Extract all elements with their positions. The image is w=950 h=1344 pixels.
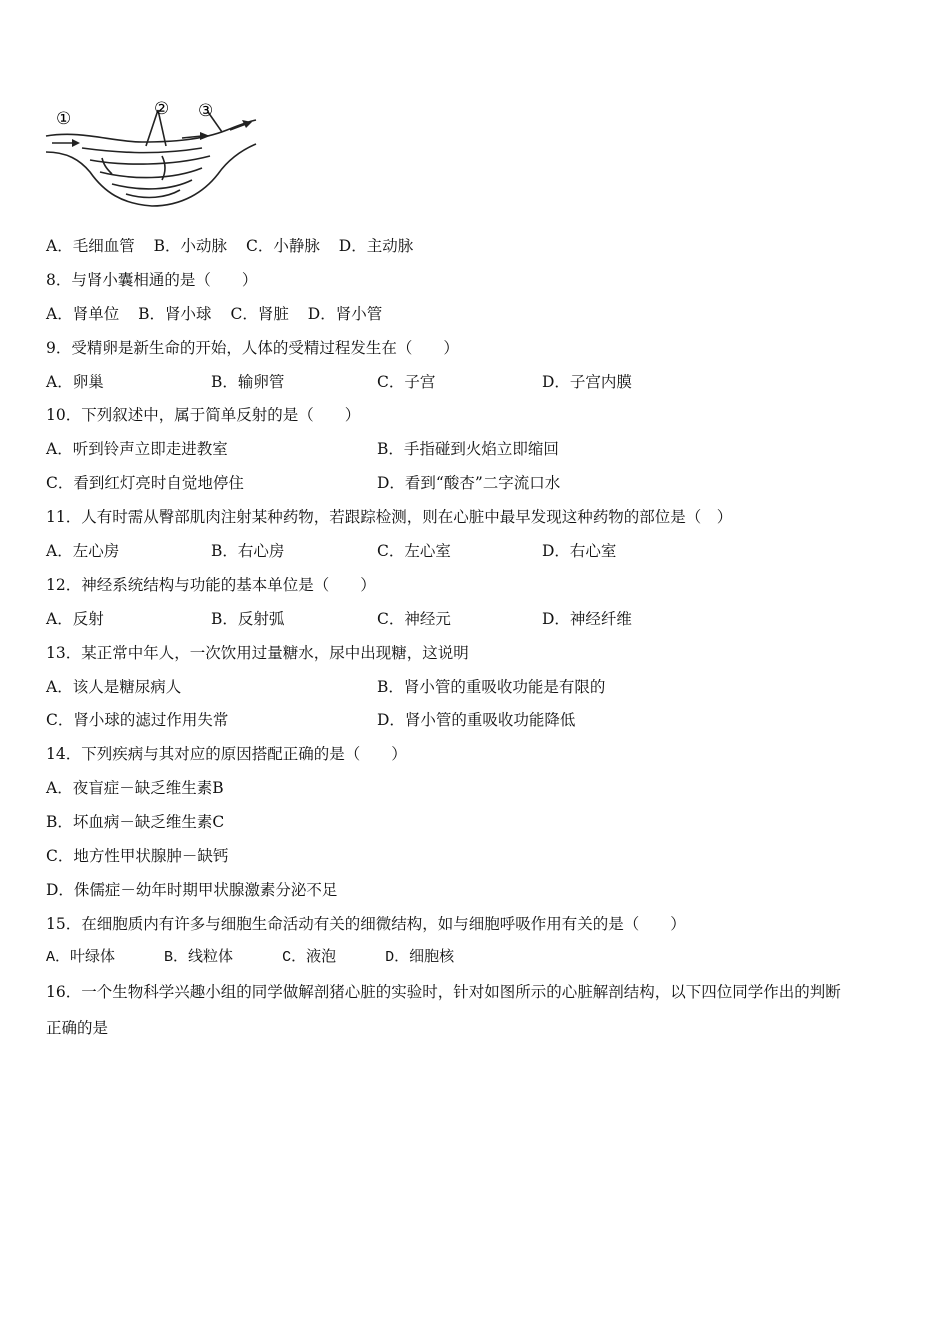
q11-option-c: C．左心室 (377, 542, 451, 560)
q13-option-a: A．该人是糖尿病人 (46, 678, 182, 696)
q7-option-d: D．主动脉 (338, 237, 414, 255)
q9-options (46, 372, 906, 392)
figure-label-2: ② (154, 100, 170, 119)
q15-option-b: B．线粒体 (164, 949, 234, 966)
q10-stem: 10．下列叙述中，属于简单反射的是（ ） (46, 406, 361, 424)
q7-option-b: B．小动脉 (153, 237, 228, 255)
q13-stem: 13．某正常中年人，一次饮用过量糖水，尿中出现糖，这说明 (46, 644, 469, 662)
q14-option-b: B．坏血病－缺乏维生素C (46, 813, 225, 831)
q9-option-d: D．子宫内膜 (542, 373, 632, 391)
q12-stem: 12．神经系统结构与功能的基本单位是（ ） (46, 576, 376, 594)
q8-options (46, 304, 382, 324)
q9-option-a: A．卵巢 (46, 373, 104, 391)
q12-option-d: D．神经纤维 (542, 610, 632, 628)
q7-options (46, 236, 413, 256)
q10-options-row2 (46, 473, 906, 493)
q11-option-b: B．右心房 (211, 542, 285, 560)
q12-option-a: A．反射 (46, 610, 104, 628)
q14-option-a: A．夜盲症－缺乏维生素B (46, 779, 224, 797)
q8-option-c: C．肾脏 (230, 305, 289, 323)
q10-option-c: C．看到红灯亮时自觉地停住 (46, 474, 244, 492)
q7-option-a: A．毛细血管 (46, 237, 135, 255)
q12-option-b: B．反射弧 (211, 610, 285, 628)
q16-stem-line1: 16．一个生物科学兴趣小组的同学做解剖猪心脏的实验时，针对如图所示的心脏解剖结构，以下四位同学作出的判断 (46, 983, 841, 1001)
q10-option-a: A．听到铃声立即走进教室 (46, 440, 228, 458)
q11-stem: 11．人有时需从臀部肌肉注射某种药物，若跟踪检测，则在心脏中最早发现这种药物的部位是（ ） (46, 508, 733, 526)
q15-option-c: C．液泡 (282, 949, 337, 966)
q13-option-c: C．肾小球的滤过作用失常 (46, 711, 229, 729)
capillary-network-figure (42, 100, 262, 220)
q14-option-d: D．侏儒症－幼年时期甲状腺激素分泌不足 (46, 881, 338, 899)
q15-option-a: A．叶绿体 (46, 949, 116, 966)
q12-options (46, 609, 906, 629)
q8-stem: 8．与肾小囊相通的是（ ） (46, 271, 258, 289)
q8-option-a: A．肾单位 (46, 305, 120, 323)
q11-options (46, 541, 906, 561)
q13-options-row1 (46, 677, 906, 697)
q13-options-row2 (46, 710, 906, 730)
q13-option-d: D．肾小管的重吸收功能降低 (377, 711, 576, 729)
q10-option-d: D．看到“酸杏”二字流口水 (377, 474, 561, 492)
q10-options-row1 (46, 439, 906, 459)
q8-option-d: D．肾小管 (307, 305, 383, 323)
figure-label-1: ① (56, 109, 72, 129)
q8-option-b: B．肾小球 (138, 305, 212, 323)
q10-option-b: B．手指碰到火焰立即缩回 (377, 440, 559, 458)
q14-option-c: C．地方性甲状腺肿－缺钙 (46, 847, 229, 865)
figure-label-3: ③ (198, 101, 214, 121)
q15-options (46, 948, 454, 968)
q15-option-d: D．细胞核 (385, 949, 455, 966)
q9-stem: 9．受精卵是新生命的开始，人体的受精过程发生在（ ） (46, 339, 459, 357)
q12-option-c: C．神经元 (377, 610, 451, 628)
q11-option-d: D．右心室 (542, 542, 617, 560)
q15-stem: 15．在细胞质内有许多与细胞生命活动有关的细微结构，如与细胞呼吸作用有关的是（ ） (46, 915, 686, 933)
q14-stem: 14．下列疾病与其对应的原因搭配正确的是（ ） (46, 745, 407, 763)
q9-option-b: B．输卵管 (211, 373, 285, 391)
q11-option-a: A．左心房 (46, 542, 120, 560)
q7-option-c: C．小静脉 (245, 237, 320, 255)
q16-stem-line2: 正确的是 (46, 1019, 109, 1037)
q9-option-c: C．子宫 (377, 373, 436, 391)
q13-option-b: B．肾小管的重吸收功能是有限的 (377, 678, 606, 696)
